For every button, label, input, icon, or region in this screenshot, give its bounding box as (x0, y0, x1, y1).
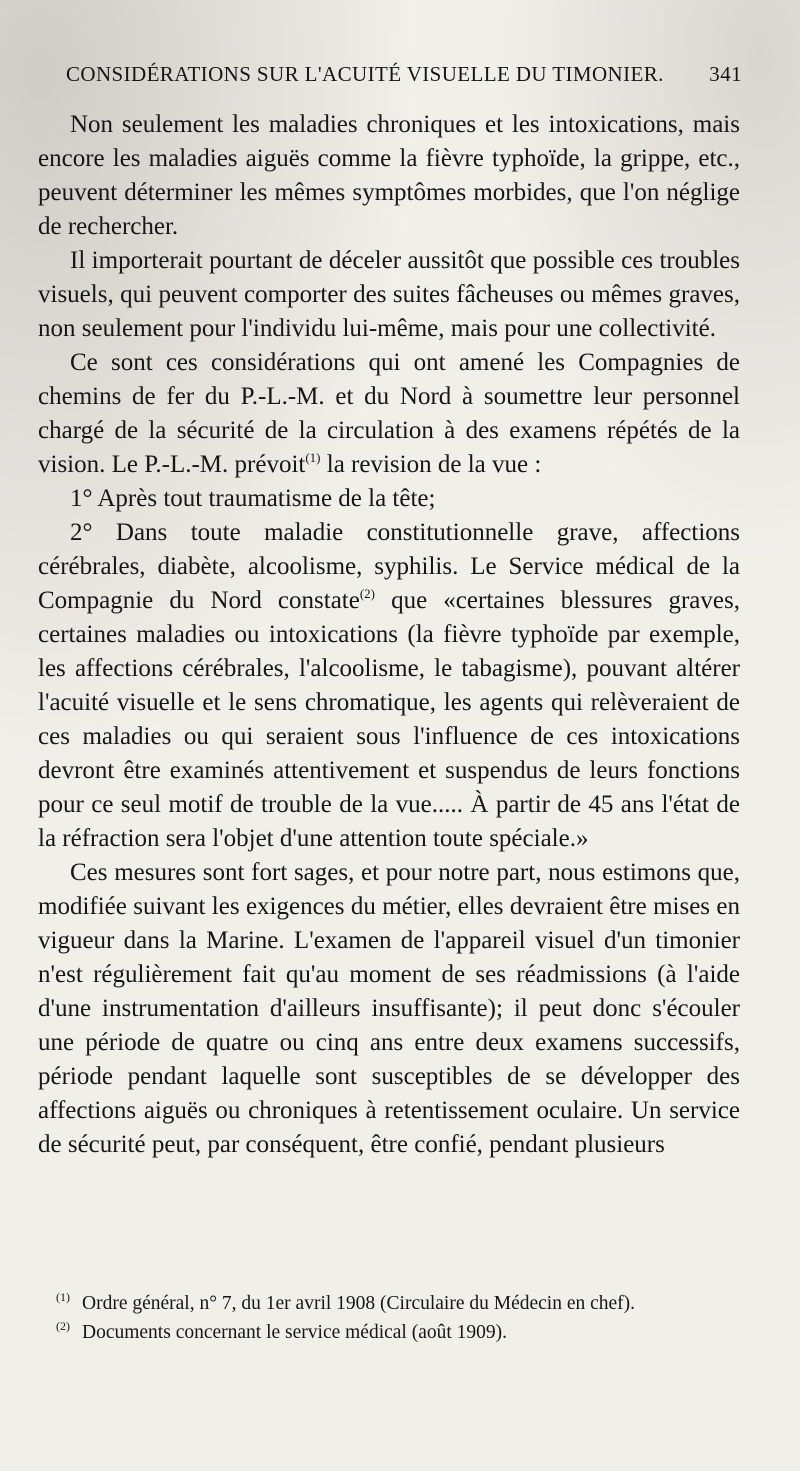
running-header (66, 62, 742, 87)
list-item (38, 516, 740, 856)
page-number: 341 (709, 62, 742, 86)
paragraph-text: que «certaines blessures graves, certaines maladies ou intoxications (la fièvre typhoïde par exemple, les affections cérébrales, l'alcoolisme, le tabagisme), pouvant altérer l'acuité visuelle et le sens chromatique, les agents qui relèveraient de ces maladies ou qui seraient sous l'influence de ces intoxications devront être examinés attentivement et suspendus de leurs fonctions pour ce seul motif de trouble de la vue..... À partir de 45 ans l'état de la réfraction sera l'objet d'une attention toute spéciale.» (38, 587, 740, 852)
footnote-mark: (2) (56, 1319, 70, 1333)
footnote (56, 1318, 746, 1347)
paragraph-text: Ce sont ces considérations qui ont amené les Compagnies de chemins de fer du P.-L.-M. et du Nord à soumettre leur personnel chargé de la sécurité de la circulation à des examens répétés de la vision. Le P.-L.-M. prévoit (38, 349, 740, 478)
list-item: 1° Après tout traumatisme de la tête; (70, 485, 436, 512)
footnote-text: Documents concernant le service médical (août 1909). (82, 1322, 508, 1343)
paragraph: Non seulement les maladies chroniques et les intoxications, mais encore les maladies aiguës comme la fièvre typhoïde, la grippe, etc., peuvent déterminer les mêmes symptômes morbides, que l'on néglige de rechercher. (38, 111, 740, 240)
paragraph-text: 2° Dans toute maladie constitutionnelle grave, affections cérébrales, diabète, alcoolisme, syphilis. Le Service médical de la Compagnie du Nord constate (38, 519, 740, 614)
footnote-reference: (1) (305, 450, 321, 465)
footnote (56, 1289, 746, 1318)
footnote-mark: (1) (56, 1290, 70, 1304)
footnote-text: Ordre général, n° 7, du 1er avril 1908 (Circulaire du Médecin en chef). (82, 1293, 636, 1314)
footnotes (56, 1289, 746, 1347)
paragraph-text: la revision de la vue : (320, 451, 542, 478)
footnote-reference: (2) (359, 586, 376, 601)
body-text (38, 108, 740, 1162)
paragraph: Il importerait pourtant de déceler aussitôt que possible ces troubles visuels, qui peuvent comporter des suites fâcheuses ou mêmes graves, non seulement pour l'individu lui-même, mais pour une collectivité. (38, 247, 740, 342)
running-title: CONSIDÉRATIONS SUR L'ACUITÉ VISUELLE DU TIMONIER. (66, 62, 664, 86)
paragraph (38, 346, 740, 482)
paragraph: Ces mesures sont fort sages, et pour notre part, nous estimons que, modifiée suivant les exigences du métier, elles devraient être mises en vigueur dans la Marine. L'examen de l'appareil visuel d'un timonier n'est régulièrement fait qu'au moment de ses réadmissions (à l'aide d'une instrumentation d'ailleurs insuffisante); il peut donc s'écouler une période de quatre ou cinq ans entre deux examens successifs, période pendant laquelle sont susceptibles de se développer des affections aiguës ou chroniques à retentissement oculaire. Un service de sécurité peut, par conséquent, être confié, pendant plusieurs (38, 859, 740, 1158)
